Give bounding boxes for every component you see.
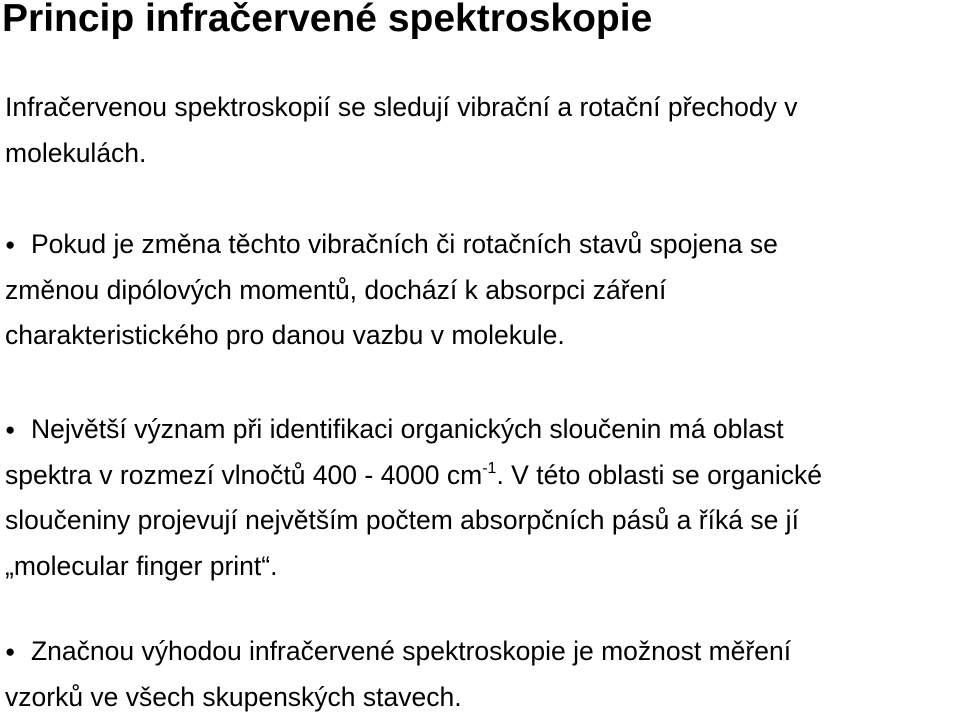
intro-paragraph xyxy=(5,85,957,176)
slide-title: Princip infračervené spektroskopie xyxy=(2,0,652,42)
bullet-line: změnou dipólových momentů, dochází k absorpci záření xyxy=(5,268,957,314)
bullet-paragraph-fingerprint xyxy=(5,407,957,589)
bullet-text: Značnou výhodou infračervené spektroskopie je možnost měření xyxy=(31,636,791,666)
bullet-dot-icon: ● xyxy=(5,222,31,268)
bullet-text: Pokud je změna těchto vibračních či rotačních stavů spojena se xyxy=(31,229,778,259)
bullet-paragraph-dipole xyxy=(5,222,957,359)
bullet-line xyxy=(5,629,957,675)
bullet-line: sloučeniny projevují největším počtem absorpčních pásů a říká se jí xyxy=(5,498,957,544)
bullet-line: vzorků ve všech skupenských stavech. xyxy=(5,675,957,720)
bullet-dot-icon: ● xyxy=(5,629,31,675)
bullet-text: Největší význam při identifikaci organických sloučenin má oblast xyxy=(31,414,784,444)
intro-line: Infračervenou spektroskopií se sledují vibrační a rotační přechody v xyxy=(5,85,957,131)
superscript-exponent: -1 xyxy=(482,460,496,477)
bullet-line xyxy=(5,222,957,268)
bullet-text: . V této oblasti se organické xyxy=(496,460,822,490)
bullet-line xyxy=(5,453,957,499)
bullet-text: spektra v rozmezí vlnočtů 400 - 4000 cm xyxy=(5,460,482,490)
bullet-line xyxy=(5,407,957,453)
bullet-paragraph-advantage xyxy=(5,629,957,720)
bullet-line: „molecular finger print“. xyxy=(5,544,957,590)
bullet-dot-icon: ● xyxy=(5,407,31,453)
intro-line: molekulách. xyxy=(5,131,957,177)
bullet-line: charakteristického pro danou vazbu v molekule. xyxy=(5,313,957,359)
